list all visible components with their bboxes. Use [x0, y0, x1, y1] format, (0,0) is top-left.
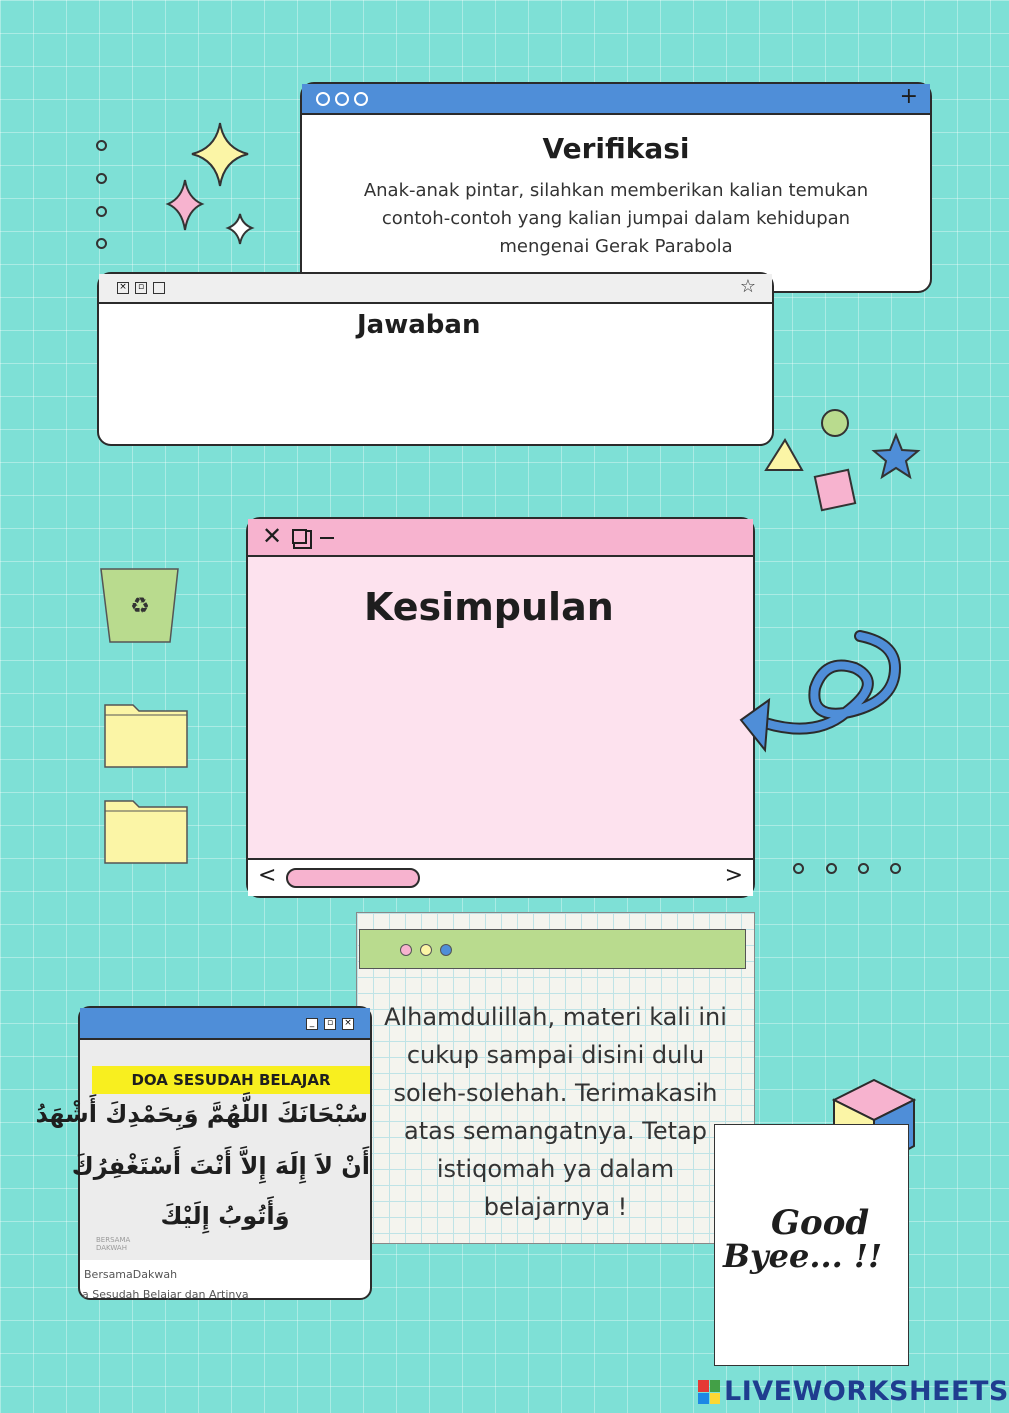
- logo-text: LIVEWORKSHEETS: [724, 1376, 1009, 1407]
- doa-watermark: BERSAMA DAKWAH: [96, 1236, 131, 1252]
- scroll-thumb[interactable]: [286, 868, 420, 888]
- verifikasi-title: Verifikasi: [542, 132, 690, 165]
- closing-panel-header: [359, 929, 746, 969]
- goodbye-text: Good: [771, 1203, 870, 1243]
- kesimpulan-title: Kesimpulan: [364, 585, 614, 629]
- kesimpulan-titlebar: [248, 519, 753, 557]
- swirl-arrow-icon: [735, 628, 905, 758]
- doa-caption: BersamaDakwah: [84, 1268, 178, 1281]
- kesimpulan-answer-area[interactable]: [260, 644, 741, 852]
- decor-dot: [793, 863, 804, 874]
- circle-button[interactable]: [316, 92, 330, 106]
- svg-text:♻: ♻: [130, 594, 150, 619]
- verifikasi-window: [300, 82, 932, 293]
- doa-titlebar: [80, 1008, 370, 1040]
- minimize-box-icon[interactable]: _: [306, 1018, 318, 1030]
- jawaban-titlebar: [99, 274, 772, 304]
- yellow-dot-icon: [420, 944, 432, 956]
- decor-dot: [96, 140, 107, 151]
- jawaban-title: Jawaban: [357, 310, 481, 340]
- doa-caption: a Sesudah Belajar dan Artinya: [82, 1288, 249, 1301]
- closing-text-line: istiqomah ya dalam: [436, 1155, 675, 1183]
- doa-header: DOA SESUDAH BELAJAR: [92, 1066, 370, 1094]
- close-icon[interactable]: ✕: [262, 522, 283, 550]
- star-icon[interactable]: ☆: [739, 276, 756, 297]
- scroll-right-icon[interactable]: >: [724, 863, 743, 888]
- scroll-left-icon[interactable]: <: [258, 863, 277, 888]
- minimize-box-icon[interactable]: [153, 282, 165, 294]
- verifikasi-text-line: contoh-contoh yang kalian jumpai dalam kehidupan: [381, 208, 851, 229]
- goodbye-note: [714, 1124, 909, 1366]
- closing-text-line: Alhamdulillah, materi kali ini: [384, 1003, 727, 1031]
- doa-arabic-line: سُبْحَانَكَ اللَّهُمَّ وَبِحَمْدِكَ أَشْهَدُ: [35, 1100, 368, 1128]
- verifikasi-text-line: mengenai Gerak Parabola: [499, 236, 733, 257]
- kesimpulan-window: [246, 517, 755, 898]
- circle-button[interactable]: [354, 92, 368, 106]
- restore-box-icon[interactable]: ▫: [324, 1018, 336, 1030]
- decor-dot: [96, 173, 107, 184]
- folder-icon[interactable]: [103, 797, 191, 867]
- plus-icon[interactable]: +: [899, 84, 918, 109]
- goodbye-text: Byee... !!: [723, 1237, 883, 1275]
- circle-button[interactable]: [335, 92, 349, 106]
- decor-dot: [858, 863, 869, 874]
- closing-text-line: soleh-solehah. Terimakasih: [393, 1079, 718, 1107]
- close-box-icon[interactable]: ×: [117, 282, 129, 294]
- liveworksheets-logo: [698, 1376, 1009, 1408]
- closing-text-line: belajarnya !: [483, 1193, 628, 1221]
- closing-text-line: atas semangatnya. Tetap: [404, 1117, 707, 1145]
- closing-text-line: cukup sampai disini dulu: [406, 1041, 705, 1069]
- jawaban-answer-area[interactable]: [109, 348, 762, 436]
- restore-icon[interactable]: [292, 529, 307, 544]
- restore-box-icon[interactable]: ▫: [135, 282, 147, 294]
- blue-dot-icon: [440, 944, 452, 956]
- decor-dot: [826, 863, 837, 874]
- decor-dot: [96, 238, 107, 249]
- doa-arabic-line: أَنْ لاَ إِلَهَ إِلاَّ أَنْتَ أَسْتَغْفِرُكَ: [71, 1152, 370, 1180]
- pink-dot-icon: [400, 944, 412, 956]
- logo-badge: [698, 1380, 720, 1404]
- folder-icon[interactable]: [103, 701, 191, 771]
- doa-image: [35, 1040, 370, 1260]
- recycle-bin-icon: [98, 567, 182, 647]
- decor-dot: [890, 863, 901, 874]
- shapes-decoration: [760, 405, 930, 520]
- close-box-icon[interactable]: ×: [342, 1018, 354, 1030]
- sparkle-icon: [160, 118, 260, 253]
- jawaban-window: [97, 272, 774, 446]
- minimize-icon[interactable]: [320, 537, 334, 539]
- doa-window: [35, 1006, 372, 1301]
- verifikasi-titlebar: [302, 84, 930, 115]
- decor-dot: [96, 206, 107, 217]
- closing-panel: [356, 912, 755, 1244]
- doa-arabic-line: وَأَتُوبُ إِلَيْكَ: [160, 1202, 290, 1230]
- horizontal-scrollbar[interactable]: [248, 858, 753, 896]
- verifikasi-text-line: Anak-anak pintar, silahkan memberikan kalian temukan: [363, 180, 869, 201]
